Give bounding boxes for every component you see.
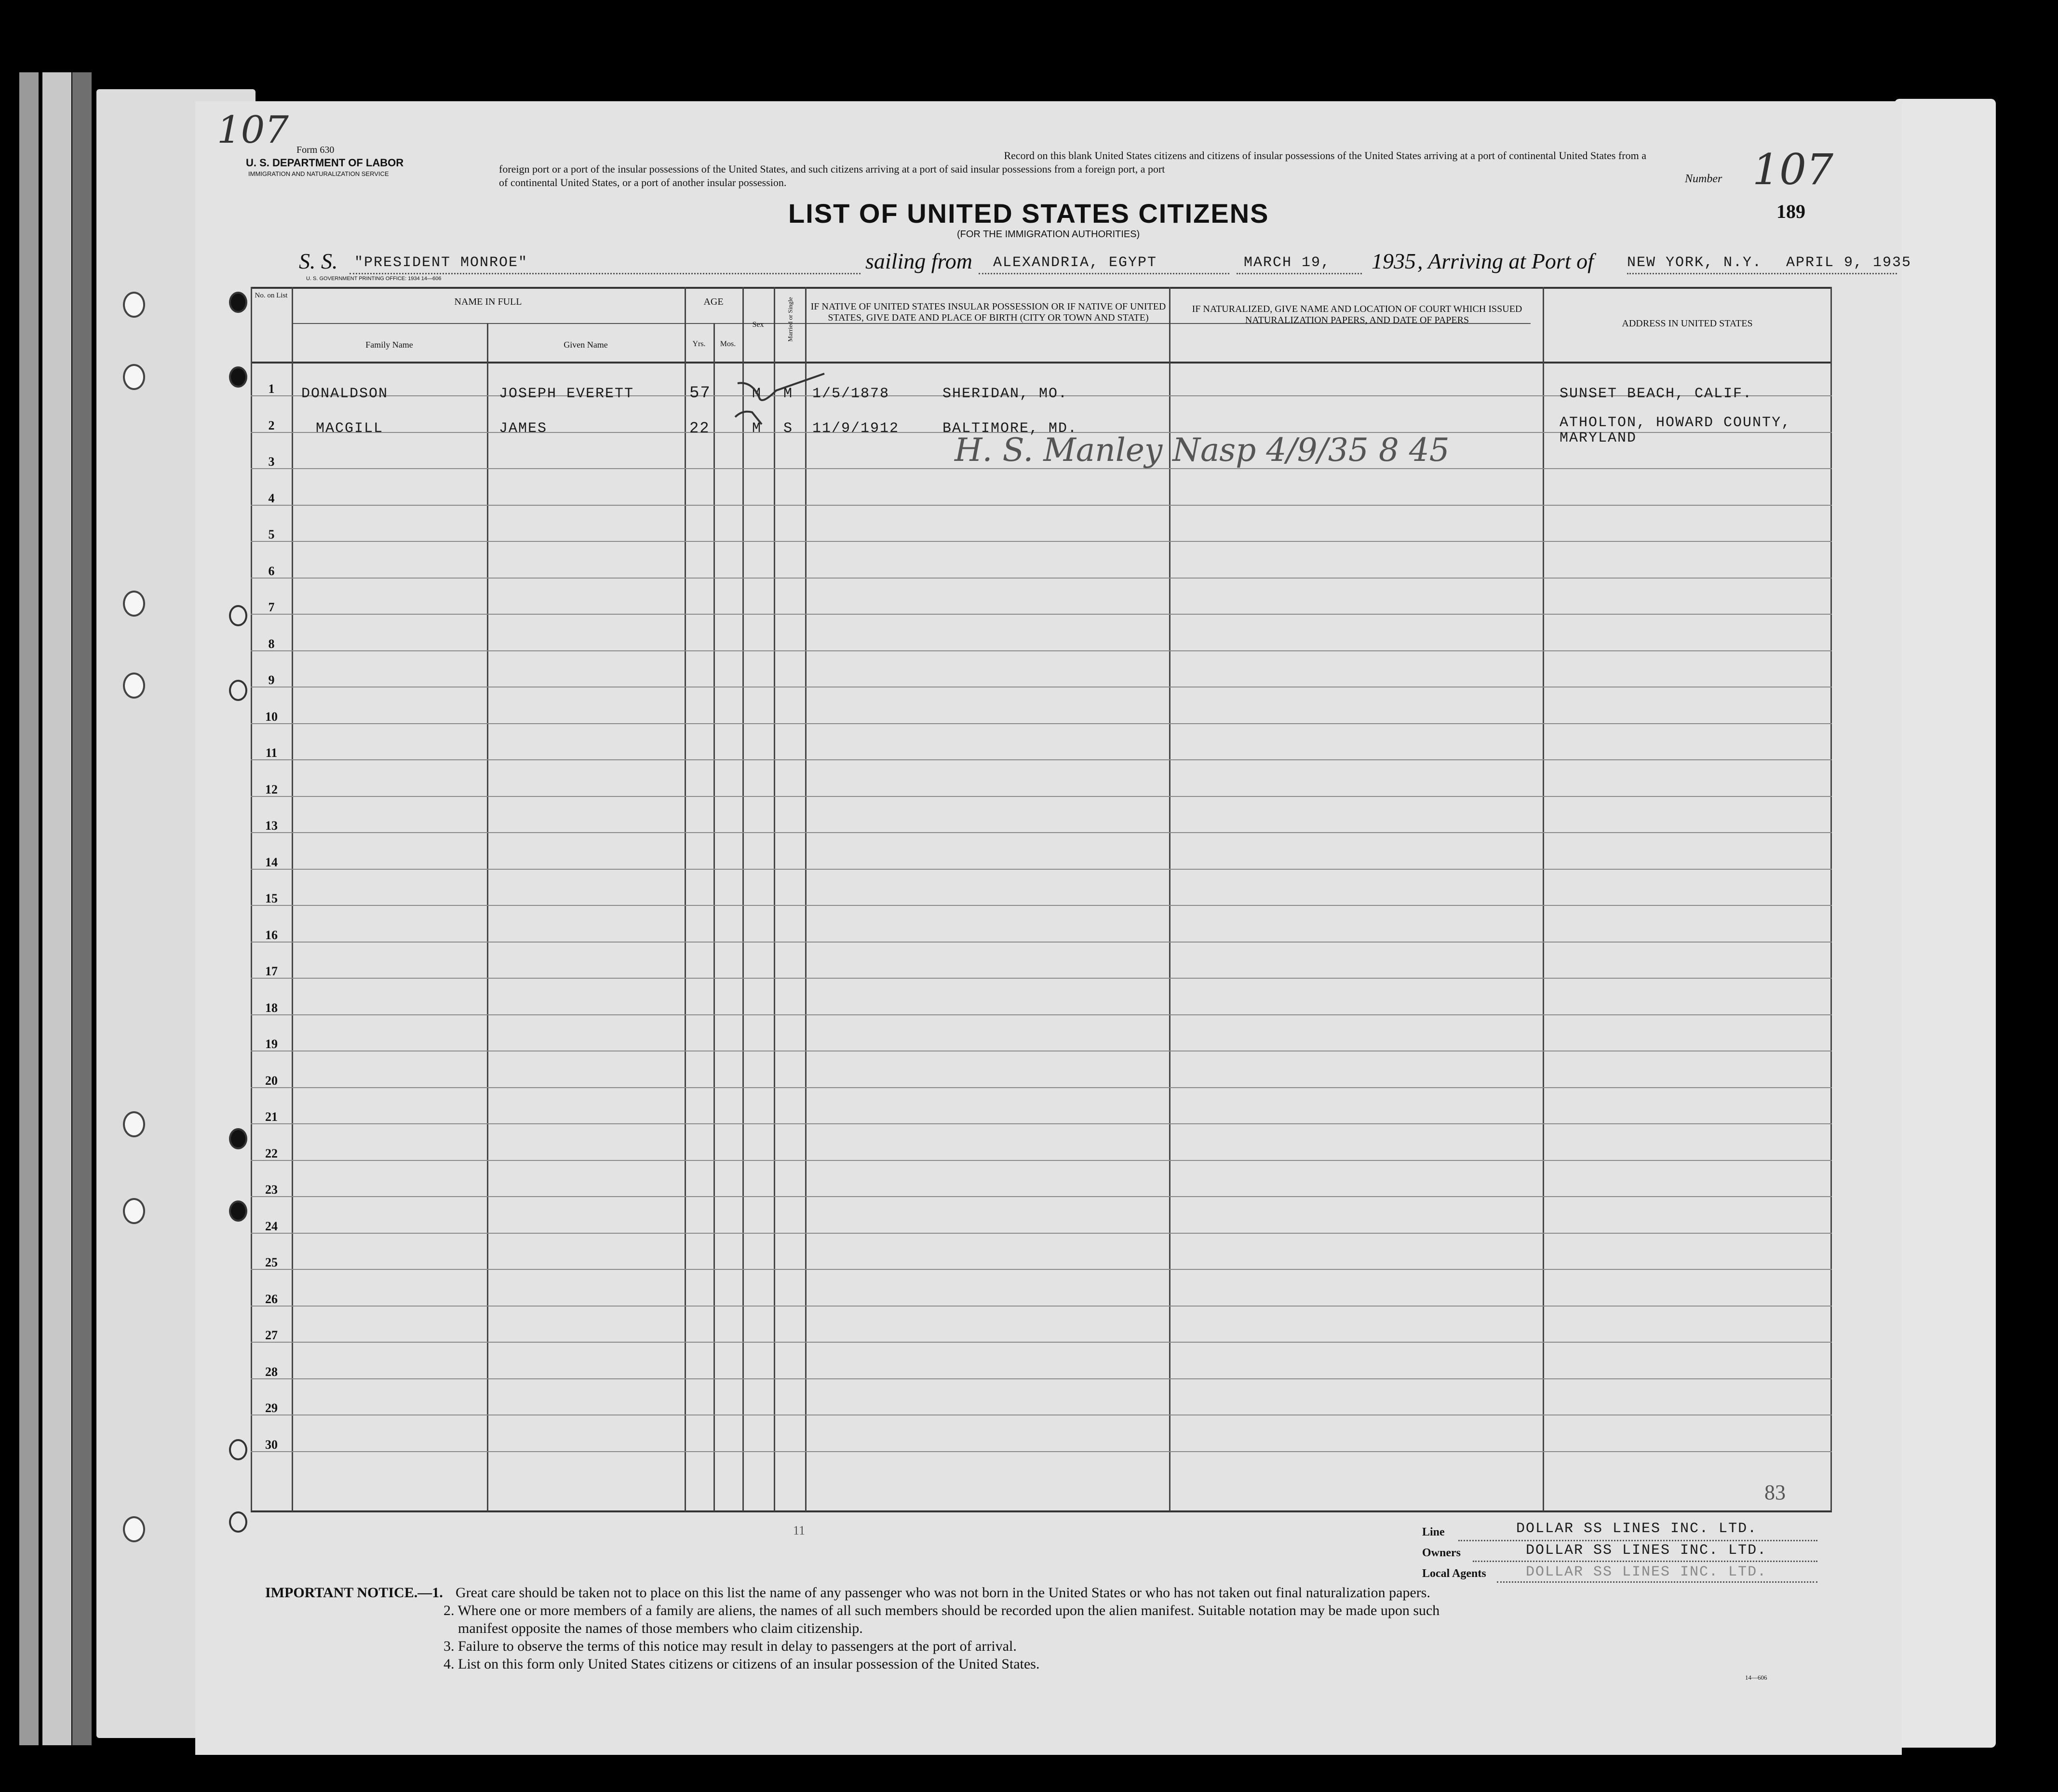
row-separator [251, 505, 1832, 506]
column-divider [1543, 287, 1544, 1511]
row-number: 6 [268, 564, 275, 578]
check-mark [738, 374, 824, 400]
column-divider [1169, 287, 1170, 1511]
punch-hole [229, 1439, 247, 1460]
row-number: 9 [268, 673, 275, 687]
binder-hole [123, 591, 145, 617]
depart-date: MARCH 19, [1244, 255, 1331, 271]
corner-number: 107 [217, 108, 289, 152]
col-header-age: AGE [703, 296, 724, 307]
binding-edge [72, 72, 92, 1745]
entry-marital: M [783, 386, 794, 402]
col-header-birth: IF NATIVE OF UNITED STATES INSULAR POSSESSION OR IF NATIVE OF UNITED STATES, GIVE DATE AND PLACE OF BIRTH (CITY OR TOWN AND STATE) [810, 301, 1166, 323]
agents-value: DOLLAR SS LINES INC. LTD. [1526, 1564, 1767, 1580]
column-divider [713, 323, 715, 1511]
entry-birth-place: SHERIDAN, MO. [942, 386, 1068, 402]
binder-hole [123, 1198, 145, 1224]
punch-hole [229, 680, 247, 701]
depart-year: 1935 [1372, 249, 1416, 273]
arrival-field [1627, 255, 1912, 274]
document-title: LIST OF UNITED STATES CITIZENS [788, 198, 1269, 229]
stamped-number: 189 [1776, 201, 1805, 222]
row-number: 23 [265, 1183, 278, 1197]
notice-heading-text: IMPORTANT NOTICE.—1. [265, 1585, 443, 1601]
line-label: Line [1422, 1526, 1445, 1538]
entry-given-name: JAMES [499, 420, 548, 437]
column-divider [774, 287, 775, 1511]
service-name: IMMIGRATION AND NATURALIZATION SERVICE [248, 170, 389, 177]
ss-label: S. S. [299, 249, 338, 273]
arrival-port: NEW YORK, N.Y. [1627, 255, 1762, 271]
handwritten-number: 107 [1752, 145, 1833, 194]
entry-address-line-1: ATHOLTON, HOWARD COUNTY, [1560, 415, 1791, 431]
entry-address-line-2: MARYLAND [1560, 430, 1637, 446]
entry-address: SUNSET BEACH, CALIF. [1560, 386, 1753, 402]
arrival-date: APRIL 9, 1935 [1786, 255, 1912, 271]
entry-birth-place: BALTIMORE, MD. [942, 420, 1078, 437]
entry-age-years: 57 [689, 384, 711, 403]
notice-item-2b: manifest opposite the names of those members who claim citizenship. [458, 1620, 863, 1636]
from-port: ALEXANDRIA, EGYPT [993, 255, 1157, 271]
row-separator [251, 1014, 1832, 1015]
row-separator [251, 650, 1832, 651]
punch-hole [229, 1511, 247, 1533]
notice-item-2a: 2. Where one or more members of a family are aliens, the names of all such members should be recorded upon the alien manifest. Suitable notation may be made upon such [444, 1603, 1440, 1618]
col-header-family: Family Name [365, 340, 413, 350]
entry-birth-date: 1/5/1878 [812, 386, 890, 402]
binding-edge [42, 72, 71, 1745]
row-number: 10 [265, 709, 278, 724]
col-header-given: Given Name [564, 340, 608, 350]
form-number: Form 630 [296, 145, 335, 155]
notice-item-1: Great care should be taken not to place on this list the name of any passenger who was not born in the United States or who has not taken out final naturalization papers. [456, 1585, 1430, 1601]
row-number: 27 [265, 1328, 278, 1342]
column-divider [685, 287, 686, 1511]
column-divider [805, 287, 807, 1511]
from-port-field [979, 255, 1229, 274]
punch-hole [229, 1200, 247, 1222]
binding-edge [19, 72, 39, 1745]
col-header-marital: Married or Single [786, 297, 794, 342]
row-number: 19 [265, 1037, 278, 1051]
row-separator [251, 1378, 1832, 1379]
owners-label: Owners [1422, 1547, 1461, 1559]
check-mark [735, 412, 762, 424]
punch-hole [229, 1128, 247, 1149]
row-number: 3 [268, 455, 275, 469]
punch-hole [229, 366, 247, 388]
table-left-border [251, 287, 252, 1511]
row-number: 30 [265, 1437, 278, 1452]
entry-age-years: 22 [689, 419, 710, 437]
column-divider [487, 323, 488, 1511]
row-separator [251, 1269, 1832, 1270]
row-number: 7 [268, 600, 275, 614]
punch-hole [229, 605, 247, 626]
row-number: 15 [265, 891, 278, 905]
number-label: Number [1685, 173, 1722, 185]
entry-sex: M [752, 386, 762, 402]
row-number: 1 [268, 382, 275, 396]
row-separator [251, 1451, 1832, 1452]
table-top-border [251, 287, 1832, 289]
entry-family-name: DONALDSON [301, 386, 389, 402]
row-number: 14 [265, 855, 278, 869]
check-marks [733, 371, 829, 439]
row-number: 17 [265, 964, 278, 978]
row-number: 4 [268, 491, 275, 505]
notice-item-3: 3. Failure to observe the terms of this notice may result in delay to passengers at the port of arrival. [444, 1638, 1017, 1654]
handwritten-inspector-note: H. S. Manley Nasp 4/9/35 8 45 [955, 431, 1450, 469]
line-value: DOLLAR SS LINES INC. LTD. [1516, 1521, 1758, 1537]
binder-hole [123, 364, 145, 390]
row-separator [251, 541, 1832, 542]
document-subtitle: (FOR THE IMMIGRATION AUTHORITIES) [957, 229, 1140, 240]
notice-heading [265, 1584, 443, 1602]
binder-hole [123, 1516, 145, 1542]
row-separator [251, 942, 1832, 943]
row-separator [251, 1233, 1832, 1234]
binder-hole [123, 292, 145, 318]
entry-marital: S [783, 420, 794, 437]
entry-sex: M [752, 420, 762, 437]
row-number: 8 [268, 636, 275, 651]
agents-field [1497, 1565, 1817, 1583]
entry-birth-date: 11/9/1912 [812, 420, 900, 437]
instruction-line-1: Record on this blank United States citizens and citizens of insular possessions of the United States arriving at a port of continental United States from a [1004, 149, 1646, 162]
row-separator [251, 614, 1832, 615]
punch-hole [229, 292, 247, 313]
entry-family-name: MACGILL [316, 420, 384, 437]
row-number: 5 [268, 527, 275, 541]
sailing-label: sailing from [865, 249, 972, 273]
row-separator [251, 978, 1832, 979]
next-page-edge [1895, 99, 1996, 1748]
page-mark: 83 [1764, 1481, 1786, 1504]
row-number: 13 [265, 819, 278, 833]
depart-date-field [1237, 255, 1362, 274]
binder-hole [123, 1111, 145, 1137]
agents-label: Local Agents [1422, 1567, 1486, 1580]
row-number: 25 [265, 1255, 278, 1269]
row-number: 11 [265, 746, 278, 760]
row-number: 22 [265, 1146, 278, 1160]
row-separator [251, 796, 1832, 797]
column-divider [742, 287, 744, 1511]
row-separator [251, 578, 1832, 579]
table-right-border [1830, 287, 1832, 1511]
row-number: 20 [265, 1073, 278, 1088]
column-divider [292, 287, 293, 1511]
entry-given-name: JOSEPH EVERETT [499, 386, 634, 402]
department-name: U. S. DEPARTMENT OF LABOR [246, 157, 404, 169]
row-number: 24 [265, 1219, 278, 1233]
instruction-line-2: foreign port or a port of the insular possessions of the United States, and such citizens arriving at a port of said insular possessions from a foreign port, a port [499, 163, 1165, 175]
manifest-sheet [195, 101, 1912, 1755]
row-number: 18 [265, 1000, 278, 1015]
row-separator [251, 869, 1832, 870]
col-header-mos: Mos. [720, 340, 736, 348]
row-separator [251, 1087, 1832, 1088]
owners-value: DOLLAR SS LINES INC. LTD. [1526, 1542, 1767, 1559]
notice-item-4: 4. List on this form only United States citizens or citizens of an insular possession of the United States. [444, 1656, 1040, 1672]
row-separator [251, 905, 1832, 906]
col-header-no: No. on List [255, 292, 288, 299]
row-separator [251, 832, 1832, 833]
row-separator [251, 723, 1832, 724]
instruction-line-3: of continental United States, or a port of another insular possession. [499, 176, 787, 189]
row-number: 29 [265, 1401, 278, 1415]
row-number: 21 [265, 1110, 278, 1124]
col-header-address: ADDRESS IN UNITED STATES [1622, 318, 1753, 329]
row-separator [251, 1160, 1832, 1161]
row-separator [251, 1123, 1832, 1124]
col-header-sex: Sex [752, 321, 764, 329]
owners-field [1473, 1544, 1817, 1562]
line-field [1458, 1523, 1817, 1541]
row-separator [251, 759, 1832, 760]
row-separator [251, 1342, 1832, 1343]
row-number: 28 [265, 1364, 278, 1379]
col-header-yrs: Yrs. [692, 340, 706, 348]
form-code: 14—606 [1745, 1674, 1767, 1681]
row-number: 26 [265, 1292, 278, 1306]
citizen-list-table [251, 287, 1832, 1511]
bottom-mark: 11 [793, 1523, 806, 1537]
row-number: 2 [268, 418, 275, 432]
printing-office-note: U. S. GOVERNMENT PRINTING OFFICE: 1934 14—606 [306, 276, 442, 282]
row-separator [251, 1306, 1832, 1307]
row-number: 16 [265, 928, 278, 942]
col-header-name: NAME IN FULL [454, 296, 522, 307]
ship-name-field [350, 255, 861, 274]
row-number: 12 [265, 782, 278, 796]
ship-name: "PRESIDENT MONROE" [354, 255, 528, 271]
binder-hole [123, 673, 145, 699]
row-separator [251, 1196, 1832, 1197]
col-header-naturalized: IF NATURALIZED, GIVE NAME AND LOCATION OF COURT WHICH ISSUED NATURALIZATION PAPERS, AND DATE OF PAPERS [1192, 304, 1522, 325]
arriving-label: , Arriving at Port of [1417, 249, 1594, 273]
